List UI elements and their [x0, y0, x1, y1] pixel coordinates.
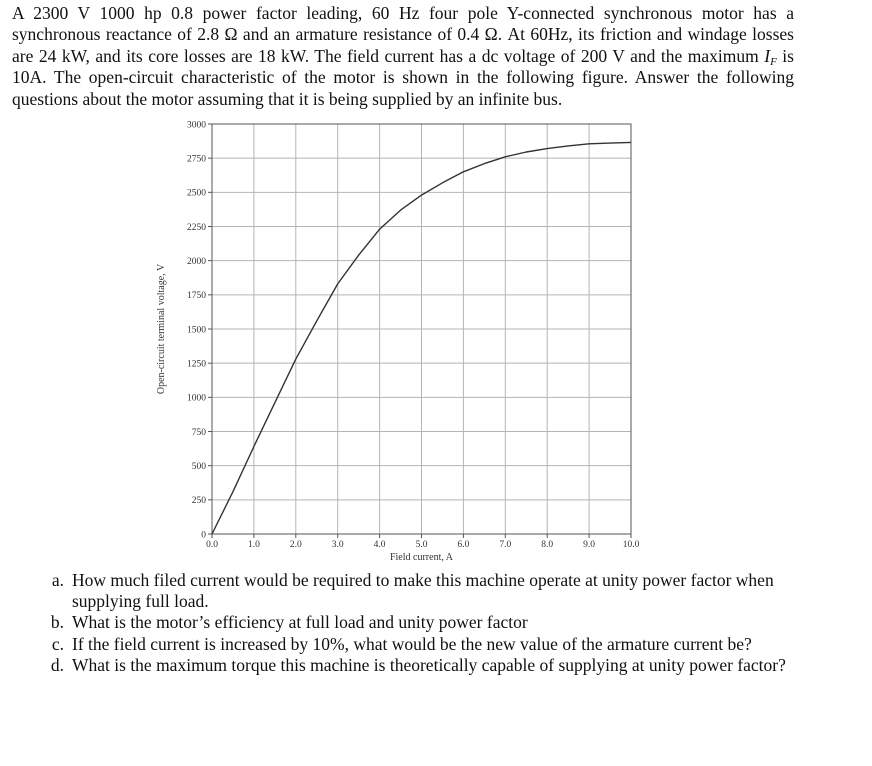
question-text: If the field current is increased by 10%, what would be the new value of the armature current be? — [72, 633, 752, 654]
question-marker: a. — [51, 570, 64, 590]
intro-text-1: A 2300 V 1000 hp 0.8 power factor leading, 60 Hz four pole Y-connected synchronous motor has a synchronous reactance of 2.8 Ω and an armature resistance of 0.4 Ω. At 60Hz, its friction and windage losses are 24 kW, and its core losses are 18 kW. The field current has a dc voltage of 200 V and the maximum — [12, 3, 794, 66]
x-tick-label: 3.0 — [331, 540, 344, 550]
field-current-symbol: $I_F$ — [764, 45, 777, 68]
intro-text-2: is 10A. The open-circuit characteristic of the motor is shown in the following figure. Answer the following questions about the motor assuming that it is being supplied by an infinite bus. — [12, 45, 794, 109]
question-d — [36, 655, 796, 676]
question-a — [36, 570, 796, 612]
x-tick-label: 4.0 — [373, 540, 386, 550]
y-tick-label: 1000 — [187, 393, 206, 404]
question-text: What is the motor’s efficiency at full load and unity power factor — [72, 612, 528, 633]
x-tick-label: 8.0 — [541, 540, 554, 550]
y-tick-label: 3000 — [187, 120, 206, 131]
x-tick-label: 2.0 — [289, 540, 302, 550]
question-text: How much filed current would be required to make this machine operate at unity power factor when supplying full load. — [72, 570, 774, 612]
y-tick-label: 1250 — [187, 359, 206, 370]
y-axis-label: Open-circuit terminal voltage, V — [156, 263, 167, 395]
question-marker: d. — [50, 654, 64, 675]
x-tick-label: 9.0 — [583, 540, 596, 550]
x-tick-label: 1.0 — [247, 540, 260, 550]
x-tick-label: 10.0 — [622, 540, 640, 550]
y-tick-label: 0 — [201, 530, 206, 541]
y-tick-label: 2500 — [187, 188, 206, 199]
open-circuit-characteristic-chart — [150, 118, 650, 566]
y-tick-label: 500 — [191, 461, 206, 472]
x-tick-label: 5.0 — [415, 540, 428, 550]
question-marker: b. — [50, 612, 64, 633]
x-axis-label: Field current, A — [389, 552, 454, 563]
x-tick-label: 7.0 — [499, 540, 512, 550]
y-tick-label: 1750 — [187, 291, 206, 302]
question-text: What is the maximum torque this machine is theoretically capable of supplying at unity power factor? — [72, 654, 786, 675]
x-tick-label: 6.0 — [457, 540, 470, 550]
question-list — [36, 570, 796, 676]
question-c — [36, 634, 796, 655]
y-tick-label: 250 — [191, 496, 206, 507]
y-tick-label: 1500 — [187, 325, 206, 336]
x-tick-label: 0.0 — [206, 540, 218, 550]
question-b — [36, 612, 796, 633]
problem-statement — [12, 3, 794, 110]
question-marker: c. — [51, 633, 64, 654]
y-tick-label: 750 — [191, 427, 206, 438]
y-tick-label: 2000 — [187, 256, 206, 267]
y-tick-label: 2250 — [187, 222, 206, 233]
y-tick-label: 2750 — [187, 154, 206, 165]
